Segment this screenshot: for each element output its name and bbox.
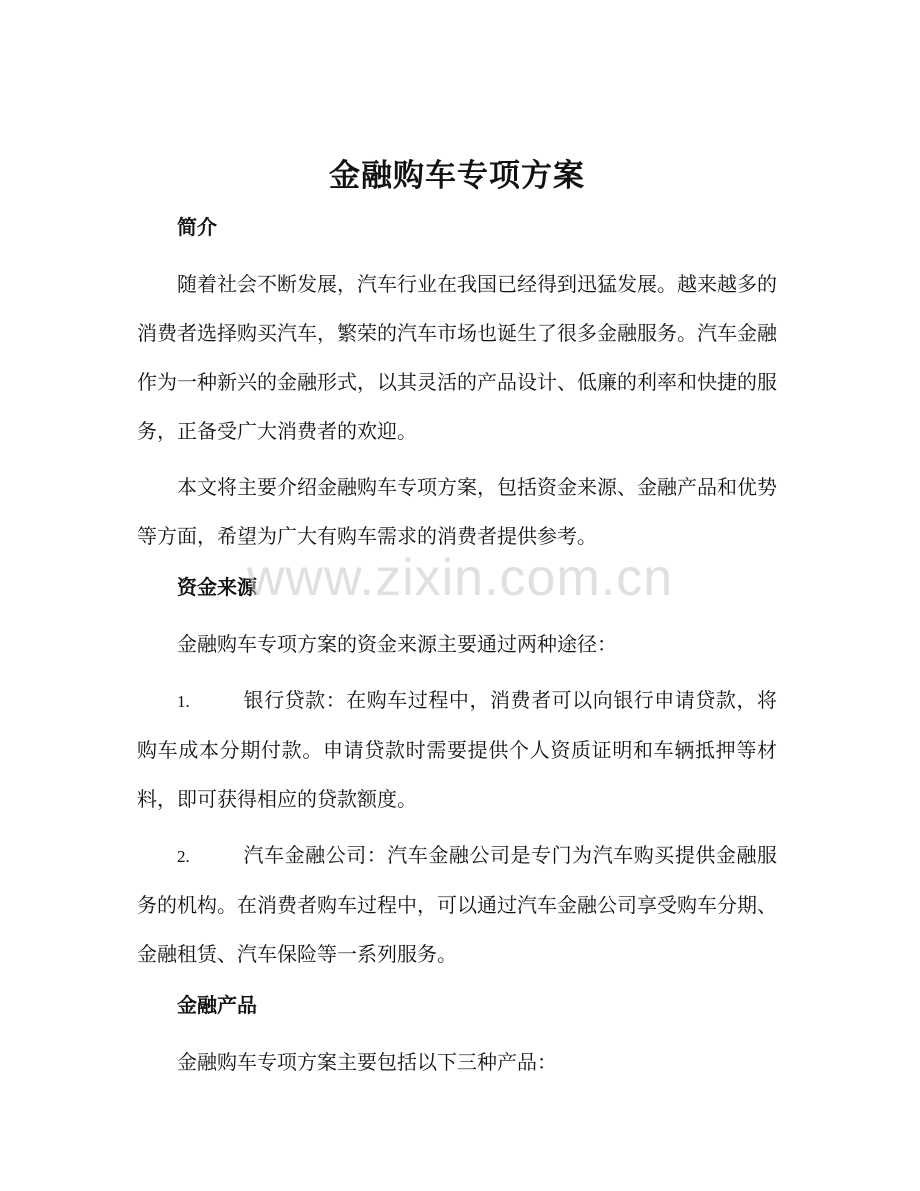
funding-list-item — [137, 831, 777, 979]
funding-list-item — [137, 676, 777, 824]
intro-paragraph-1: 随着社会不断发展，汽车行业在我国已经得到迅猛发展。越来越多的消费者选择购买汽车，繁荣的汽车市场也诞生了很多金融服务。汽车金融作为一种新兴的金融形式，以其灵活的产品设计、低廉的利率和快捷的服务，正备受广大消费者的欢迎。 — [137, 272, 777, 443]
list-item-text: 银行贷款：在购车过程中，消费者可以向银行申请贷款，将购车成本分期付款。申请贷款时需要提供个人资质证明和车辆抵押等材料，即可获得相应的贷款额度。 — [137, 688, 777, 811]
document-body — [137, 150, 777, 1094]
list-number: 2. — [177, 847, 190, 866]
intro-paragraph-2: 本文将主要介绍金融购车专项方案，包括资金来源、金融产品和优势等方面，希望为广大有购车需求的消费者提供参考。 — [137, 475, 777, 548]
funding-lead-paragraph: 金融购车专项方案的资金来源主要通过两种途径： — [177, 632, 617, 656]
section-heading-intro: 简介 — [177, 215, 217, 239]
section-heading-products: 金融产品 — [177, 993, 257, 1017]
section-heading-funding: 资金来源 — [177, 575, 257, 599]
products-lead-paragraph: 金融购车专项方案主要包括以下三种产品： — [177, 1050, 557, 1074]
document-title: 金融购车专项方案 — [329, 158, 585, 194]
list-item-text: 汽车金融公司：汽车金融公司是专门为汽车购买提供金融服务的机构。在消费者购车过程中，可以通过汽车金融公司享受购车分期、金融租赁、汽车保险等一系列服务。 — [137, 843, 777, 966]
watermark: www.zixin.com.cn — [246, 549, 674, 607]
list-number: 1. — [177, 692, 190, 711]
